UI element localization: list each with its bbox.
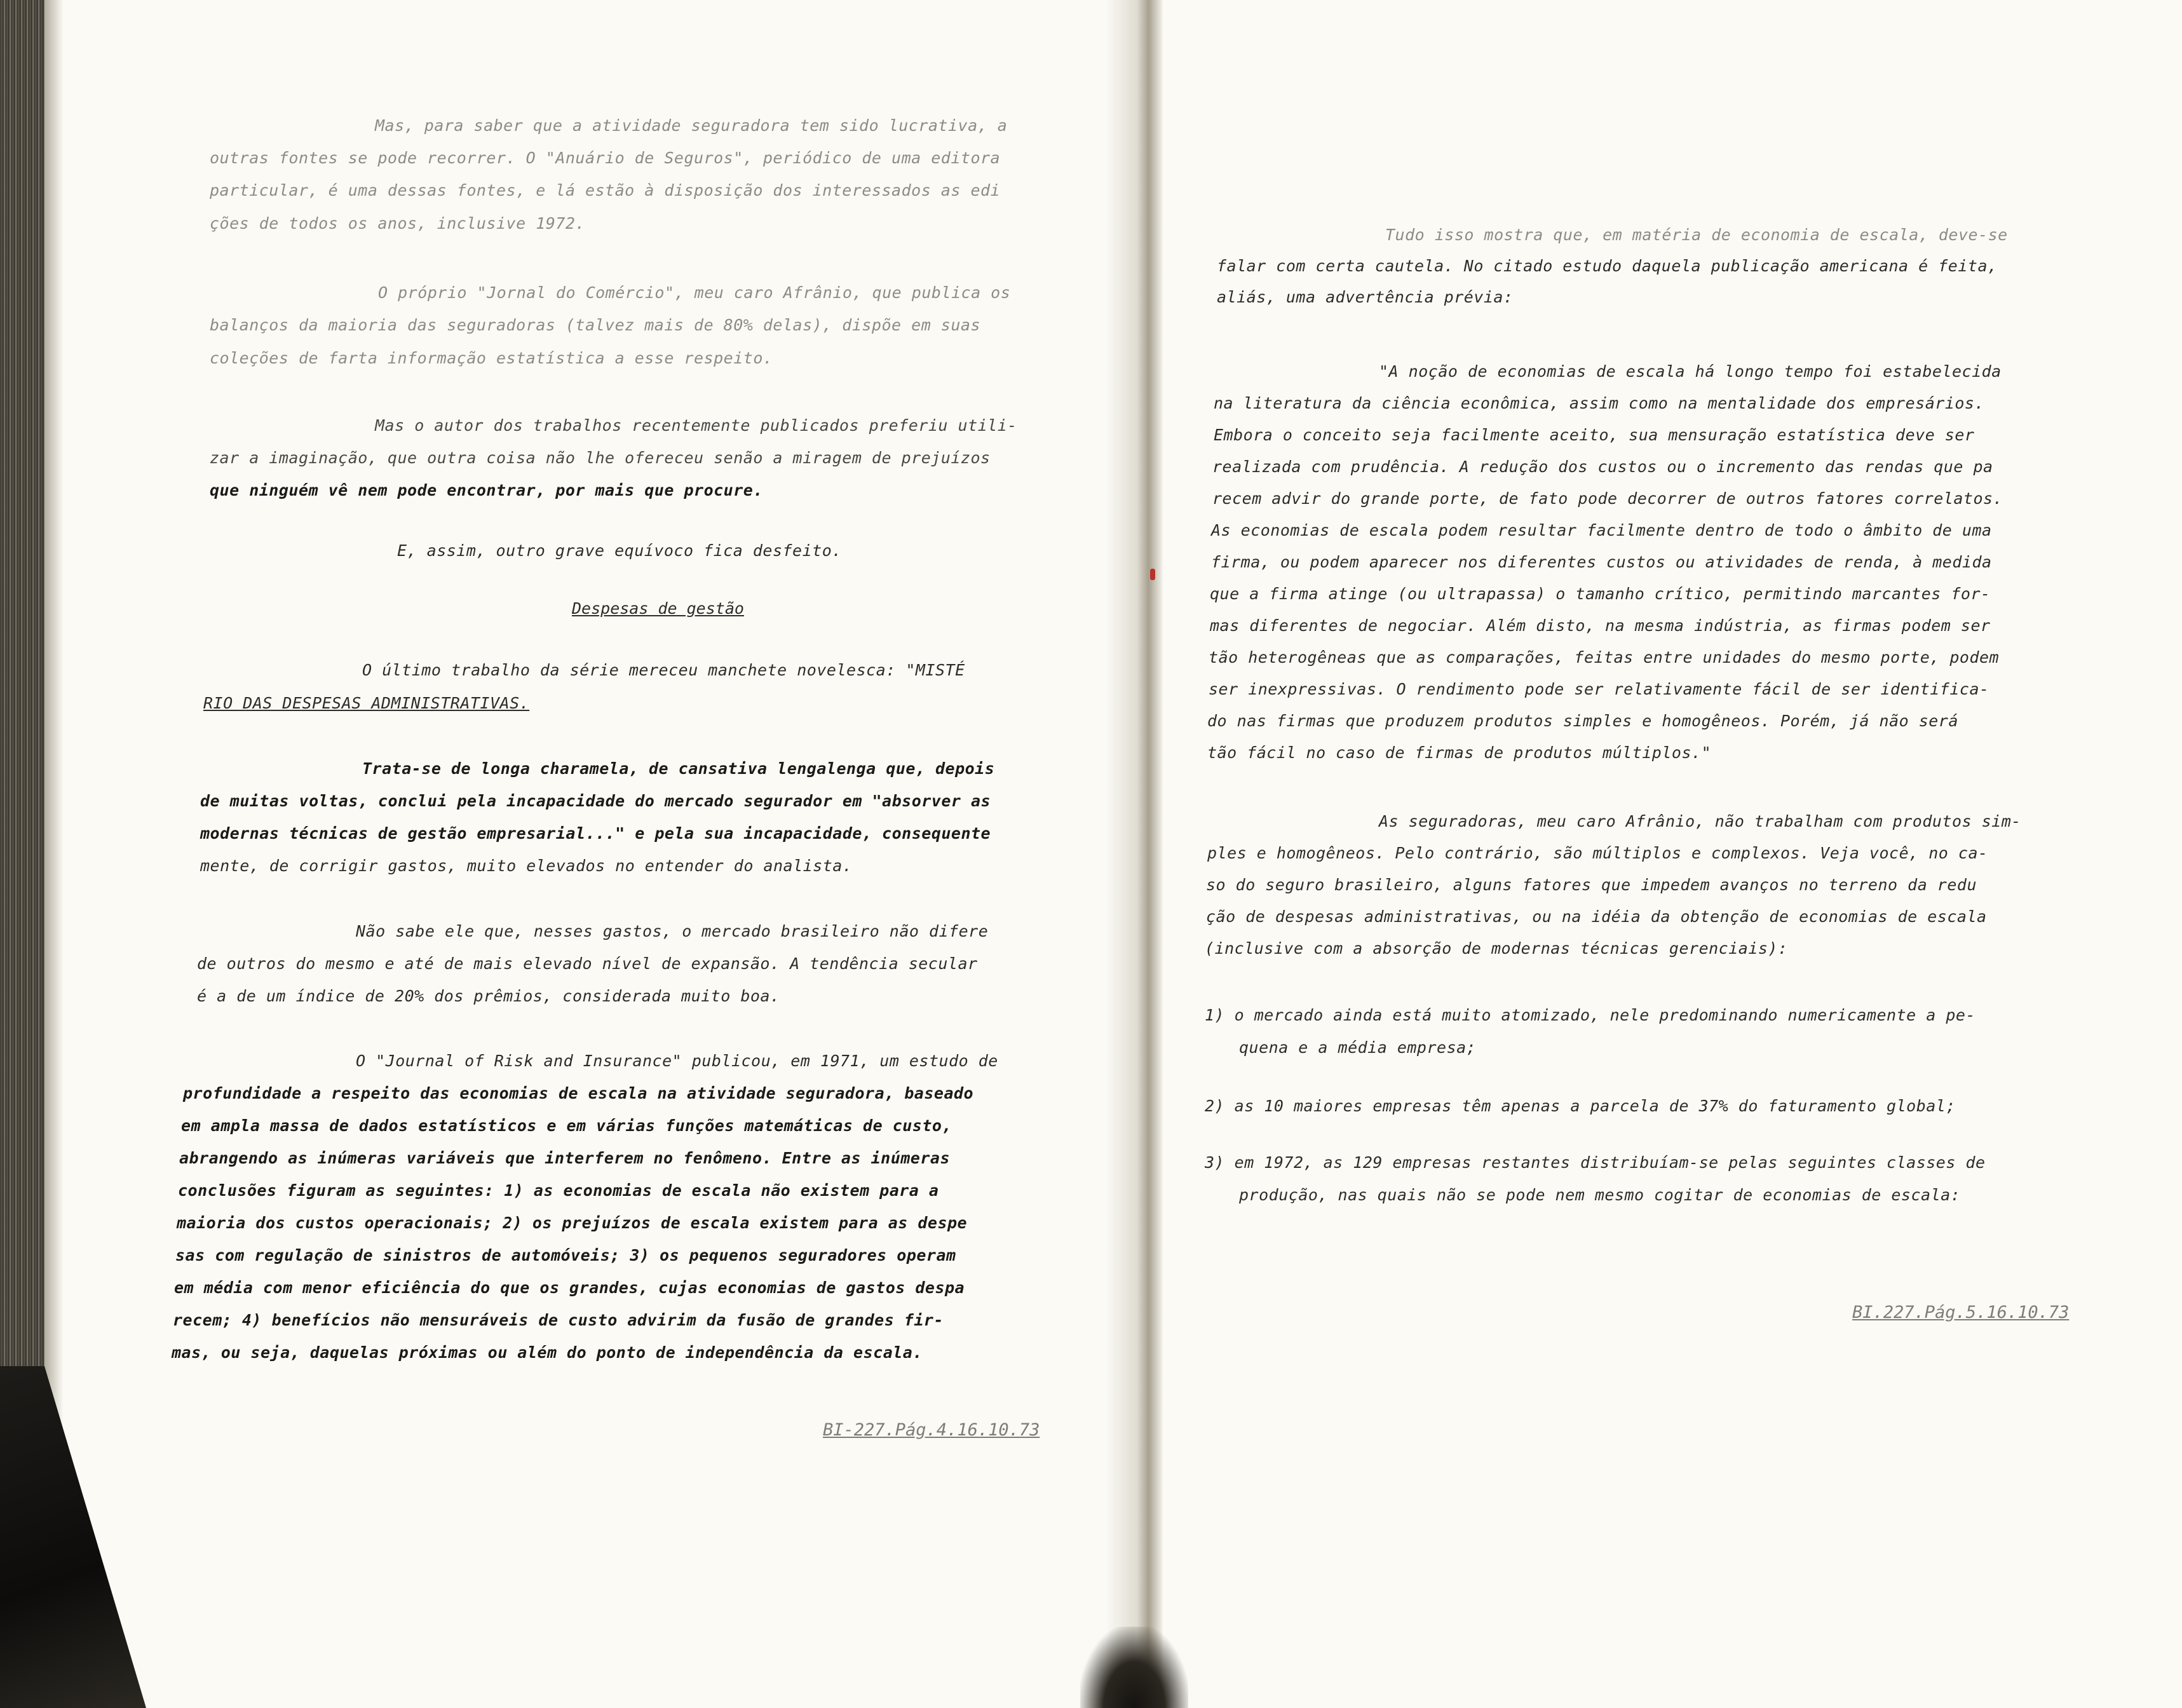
left-paragraph-4: E, assim, outro grave equívoco fica desfeito. xyxy=(397,541,842,560)
text-line: ções de todos os anos, inclusive 1972. xyxy=(210,214,585,233)
text-line: Não sabe ele que, nesses gastos, o mercado brasileiro não difere xyxy=(356,922,989,940)
text-line: outras fontes se pode recorrer. O "Anuário de Seguros", periódico de uma editora xyxy=(210,149,1001,167)
left-page xyxy=(152,0,1106,1708)
text-line: tão fácil no caso de firmas de produtos múltiplos." xyxy=(1207,743,1712,762)
text-line: ser inexpressivas. O rendimento pode ser relativamente fácil de ser identifica- xyxy=(1209,680,1989,698)
text-line: O "Journal of Risk and Insurance" publicou, em 1971, um estudo de xyxy=(356,1052,998,1070)
text-line: de outros do mesmo e até de mais elevado nível de expansão. A tendência secular xyxy=(197,954,978,973)
text-line: Mas o autor dos trabalhos recentemente publicados preferiu utili- xyxy=(375,416,1017,435)
text-line: "A noção de economias de escala há longo tempo foi estabelecida xyxy=(1379,362,2002,381)
text-line: em ampla massa de dados estatísticos e em várias funções matemáticas de custo, xyxy=(181,1116,952,1135)
text-line: Embora o conceito seja facilmente aceito, sua mensuração estatística deve ser xyxy=(1214,426,1975,444)
text-line: falar com certa cautela. No citado estudo daquela publicação americana é feita, xyxy=(1217,257,1998,275)
text-line: Tudo isso mostra que, em matéria de economia de escala, deve-se xyxy=(1385,226,2008,244)
text-line: recem advir do grande porte, de fato pode decorrer de outros fatores correlatos. xyxy=(1212,489,2003,508)
text-line: produção, nas quais não se pode nem mesmo cogitar de economias de escala: xyxy=(1239,1186,1961,1204)
text-line: sas com regulação de sinistros de automóveis; 3) os pequenos seguradores operam xyxy=(175,1246,956,1264)
section-heading: Despesas de gestão xyxy=(572,599,744,618)
text-line: (inclusive com a absorção de modernas técnicas gerenciais): xyxy=(1205,939,1788,958)
text-line: mas diferentes de negociar. Além disto, na mesma indústria, as firmas podem ser xyxy=(1210,616,1991,635)
text-line: que a firma atinge (ou ultrapassa) o tamanho crítico, permitindo marcantes for- xyxy=(1210,585,1991,603)
text-line: é a de um índice de 20% dos prêmios, considerada muito boa. xyxy=(197,987,780,1005)
text-line: que ninguém vê nem pode encontrar, por mais que procure. xyxy=(210,481,763,499)
text-line: do nas firmas que produzem produtos simples e homogêneos. Porém, já não será xyxy=(1207,712,1958,730)
text-line: mente, de corrigir gastos, muito elevados no entender do analista. xyxy=(200,857,853,875)
text-line: Trata-se de longa charamela, de cansativa lengalenga que, depois xyxy=(362,759,995,778)
text-line: RIO DAS DESPESAS ADMINISTRATIVAS. xyxy=(203,694,530,712)
text-line: firma, ou podem aparecer nos diferentes custos ou atividades de renda, à medida xyxy=(1211,553,1992,571)
text-line: aliás, uma advertência prévia: xyxy=(1217,288,1514,306)
text-line: maioria dos custos operacionais; 2) os prejuízos de escala existem para as despe xyxy=(177,1214,968,1232)
text-line: ples e homogêneos. Pelo contrário, são múltiplos e complexos. Veja você, no ca- xyxy=(1207,844,1988,862)
text-line: profundidade a respeito das economias de escala na atividade seguradora, baseado xyxy=(183,1084,974,1102)
red-mark xyxy=(1150,569,1155,580)
text-line: particular, é uma dessas fontes, e lá estão à disposição dos interessados as edi xyxy=(210,181,1001,200)
text-line: ção de despesas administrativas, ou na idéia da obtenção de economias de escala xyxy=(1206,907,1987,926)
text-line: na literatura da ciência econômica, assim como na mentalidade dos empresários. xyxy=(1214,394,1984,412)
text-line: Mas, para saber que a atividade seguradora tem sido lucrativa, a xyxy=(375,116,1008,135)
text-line: coleções de farta informação estatística a esse respeito. xyxy=(210,349,773,367)
text-line: O próprio "Jornal do Comércio", meu caro Afrânio, que publica os xyxy=(378,283,1011,302)
text-line: so do seguro brasileiro, alguns fatores que impedem avanços no terreno da redu xyxy=(1206,876,1977,894)
text-line: quena e a média empresa; xyxy=(1239,1038,1477,1057)
list-item-2: 2) as 10 maiores empresas têm apenas a parcela de 37% do faturamento global; xyxy=(1205,1097,1956,1115)
text-line: As economias de escala podem resultar facilmente dentro de todo o âmbito de uma xyxy=(1211,521,1992,539)
text-line: zar a imaginação, que outra coisa não lhe ofereceu senão a miragem de prejuízos xyxy=(210,449,991,467)
right-page xyxy=(1195,0,2122,1708)
text-line: tão heterogêneas que as comparações, feitas entre unidades do mesmo porte, podem xyxy=(1209,648,2000,667)
book-gutter xyxy=(1106,0,1163,1708)
text-line: As seguradoras, meu caro Afrânio, não trabalham com produtos sim- xyxy=(1379,812,2021,830)
page-footer: BI.227.Pág.5.16.10.73 xyxy=(1852,1303,2070,1322)
text-line: abrangendo as inúmeras variáveis que interferem no fenômeno. Entre as inúmeras xyxy=(179,1149,950,1167)
text-line: em média com menor eficiência do que os grandes, cujas economias de gastos despa xyxy=(174,1278,965,1297)
book-cover-shadow xyxy=(0,1366,146,1708)
text-line: 1) o mercado ainda está muito atomizado, nele predominando numericamente a pe- xyxy=(1205,1006,1975,1024)
text-line: realizada com prudência. A redução dos custos ou o incremento das rendas que pa xyxy=(1212,458,1993,476)
page-footer: BI-227.Pág.4.16.10.73 xyxy=(823,1420,1040,1440)
text-line: mas, ou seja, daquelas próximas ou além do ponto de independência da escala. xyxy=(172,1343,923,1362)
text-line: 3) em 1972, as 129 empresas restantes distribuíam-se pelas seguintes classes de xyxy=(1205,1153,1986,1172)
text-line: O último trabalho da série mereceu manchete novelesca: "MISTÉ xyxy=(362,661,965,679)
text-line: balanços da maioria das seguradoras (talvez mais de 80% delas), dispõe em suas xyxy=(210,316,980,334)
text-line: de muitas voltas, conclui pela incapacidade do mercado segurador em "absorver as xyxy=(200,792,991,810)
text-line: recem; 4) benefícios não mensuráveis de custo advirim da fusão de grandes fir- xyxy=(173,1311,944,1329)
text-line: conclusões figuram as seguintes: 1) as economias de escala não existem para a xyxy=(178,1181,939,1200)
text-line: modernas técnicas de gestão empresarial..." e pela sua incapacidade, consequente xyxy=(200,824,991,843)
